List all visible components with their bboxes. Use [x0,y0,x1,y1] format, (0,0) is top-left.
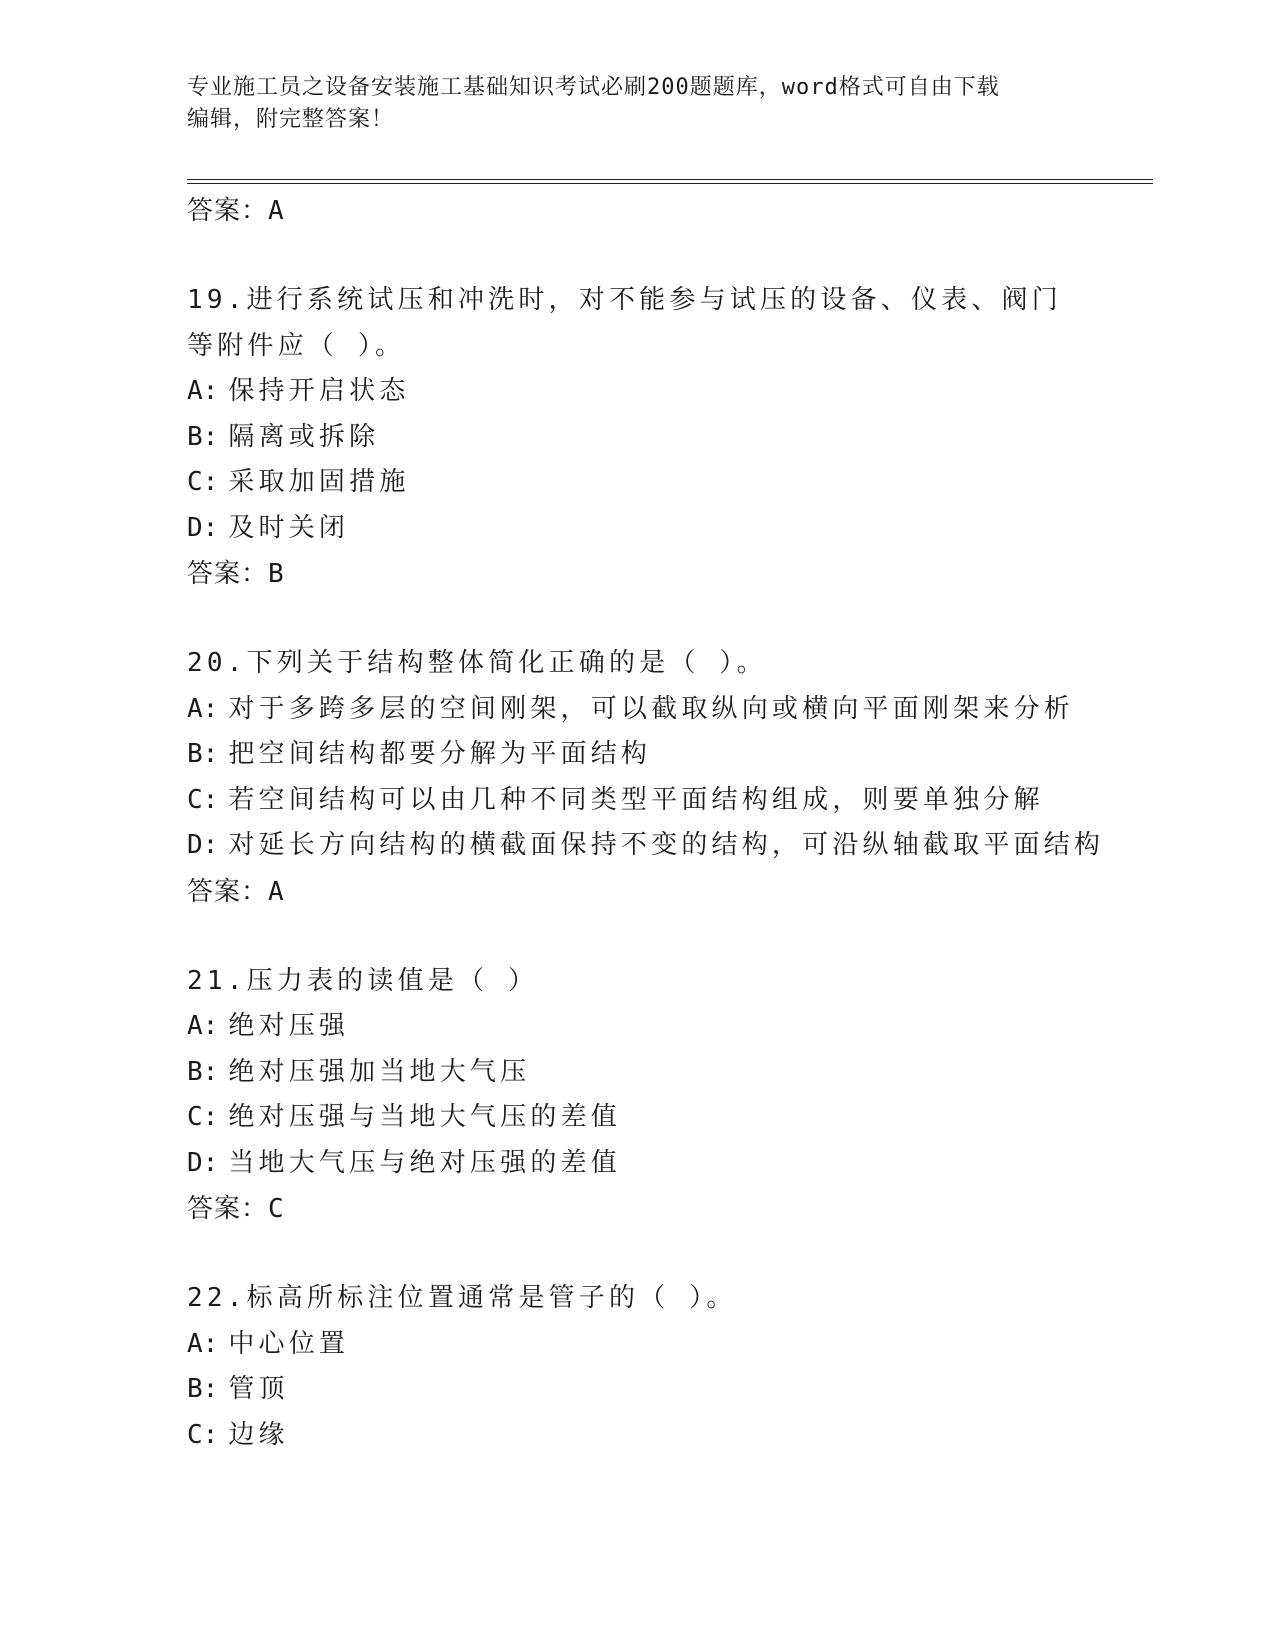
option-text: 绝对压强加当地大气压 [228,1056,531,1087]
option-letter: C: [187,467,219,497]
answer-line: 答案：B [187,559,285,589]
option-letter: A: [187,1328,219,1359]
question-list [187,188,1105,1458]
option-letter: B: [187,1374,219,1404]
option-text: 对于多跨多层的空间刚架，可以截取纵向或横向平面刚架来分析 [228,693,1074,724]
option-d [187,1141,1087,1187]
header-line-1: 专业施工员之设备安装施工基础知识考试必刷200题题库，word格式可自由下载 [187,75,1000,100]
option-letter: A: [187,376,219,406]
option-a [187,369,1087,415]
option-letter: D: [187,1147,219,1178]
header-rule-bottom [187,183,1153,184]
page-header [187,72,1067,136]
option-text: 保持开启状态 [228,376,410,406]
option-b [187,415,1087,461]
option-letter: B: [187,739,219,769]
question-stem: 22.标高所标注位置通常是管子的（ ）。 [187,1283,737,1313]
option-text: 边缘 [228,1419,289,1450]
option-b [187,1367,1087,1413]
option-c [187,1095,1087,1141]
option-a [187,1004,1087,1050]
option-text: 绝对压强与当地大气压的差值 [228,1102,621,1132]
answer-line: 答案：A [187,876,285,907]
question-stem: 19.进行系统试压和冲洗时，对不能参与试压的设备、仪表、阀门等附件应（ ）。 [187,285,1062,361]
option-text: 隔离或拆除 [228,421,380,452]
option-text: 中心位置 [228,1328,350,1359]
option-d [187,823,1105,869]
question-21 [187,959,1087,1233]
option-a [187,687,1087,733]
option-c [187,778,1087,824]
option-letter: B: [187,1056,219,1087]
header-rule-top [187,179,1153,180]
header-line-2: 编辑，附完整答案！ [187,107,395,132]
option-letter: A: [187,1011,219,1041]
previous-answer: 答案：A [187,196,285,226]
option-text: 绝对压强 [228,1011,350,1041]
option-b [187,1050,1087,1096]
option-c [187,460,1087,506]
option-letter: A: [187,693,219,724]
option-text: 管顶 [228,1374,289,1404]
option-text: 若空间结构可以由几种不同类型平面结构组成，则要单独分解 [228,784,1044,815]
option-letter: C: [187,784,219,815]
option-text: 对延长方向结构的横截面保持不变的结构，可沿纵轴截取平面结构 [228,830,1105,860]
option-text: 把空间结构都要分解为平面结构 [228,739,652,769]
option-text: 采取加固措施 [228,467,410,497]
option-letter: C: [187,1102,219,1132]
option-letter: D: [187,830,219,860]
option-letter: D: [187,512,219,543]
option-c [187,1413,1087,1459]
question-20 [187,641,1105,915]
answer-line: 答案：C [187,1194,285,1224]
question-22 [187,1276,1087,1458]
option-text: 及时关闭 [228,512,350,543]
option-b [187,732,1087,778]
option-letter: C: [187,1419,219,1450]
question-19 [187,278,1087,597]
option-a [187,1322,1087,1368]
option-text: 当地大气压与绝对压强的差值 [228,1147,621,1178]
option-d [187,506,1087,552]
question-stem: 21.压力表的读值是（ ） [187,965,539,996]
question-stem: 20.下列关于结构整体简化正确的是（ ）。 [187,648,767,678]
option-letter: B: [187,421,219,452]
